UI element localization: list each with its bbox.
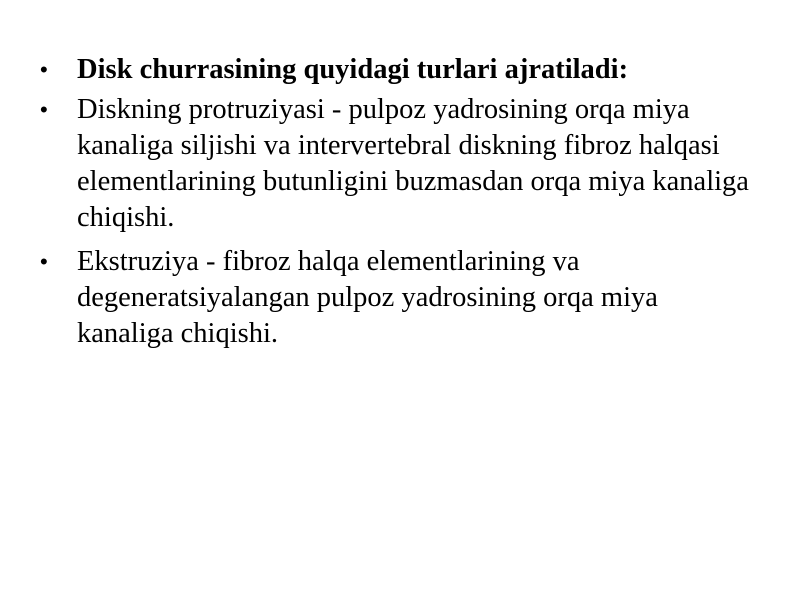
bullet-icon: • [40, 249, 48, 274]
bullet-extrusion-text: Ekstruziya - fibroz halqa elementlarining va degeneratsiyalangan pulpoz yadrosining orqa miya kanaliga chiqishi. [77, 246, 658, 349]
bullet-item-extrusion [40, 244, 760, 352]
bullet-heading-text: Disk churrasining quyidagi turlari ajratiladi: [77, 54, 629, 85]
bullet-protrusion-text: Diskning protruziyasi - pulpoz yadrosining orqa miya kanaliga siljishi va intervertebral diskning fibroz halqasi elementlarining butunligini buzmasdan orqa miya kanaliga chiqishi. [77, 94, 749, 233]
bullet-item-protrusion [40, 92, 760, 236]
bullet-item-heading [40, 52, 760, 88]
bullet-icon: • [40, 97, 48, 122]
bullet-list [40, 52, 760, 360]
bullet-icon: • [40, 57, 48, 82]
